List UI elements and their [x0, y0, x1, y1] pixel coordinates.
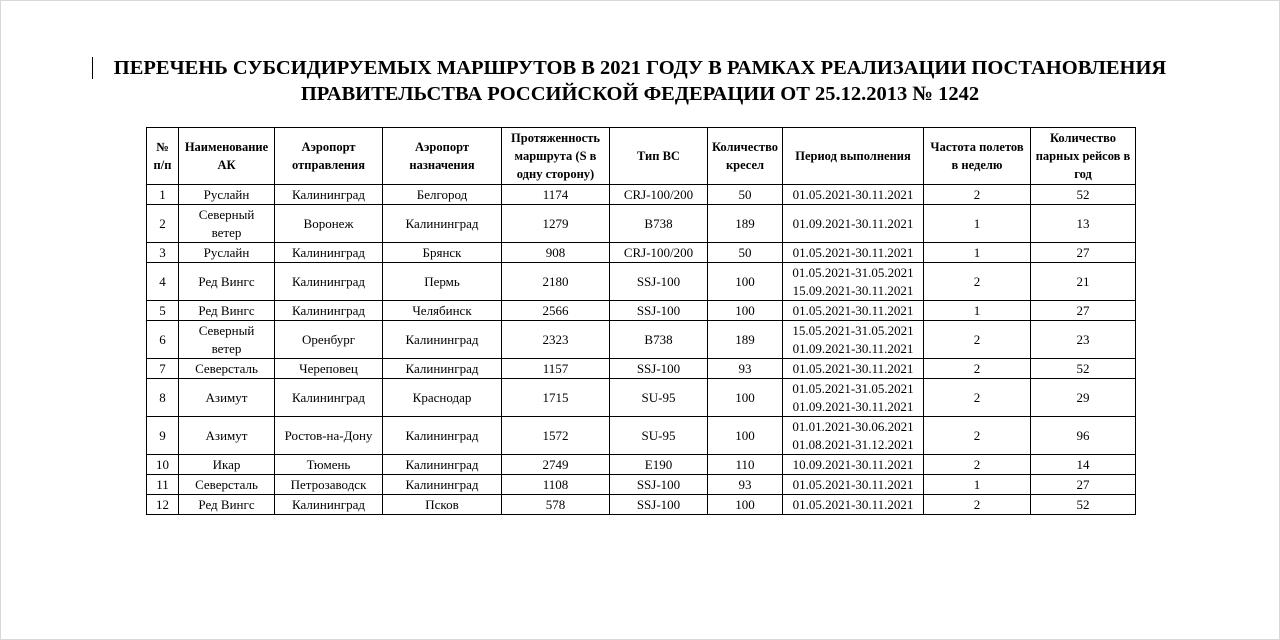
- cell-num: 4: [147, 263, 179, 301]
- cell-seats: 93: [708, 359, 783, 379]
- cell-frequency: 2: [924, 455, 1031, 475]
- header-num-line: №: [156, 140, 169, 154]
- cell-departure: Череповец: [275, 359, 383, 379]
- cell-destination: Брянск: [383, 243, 502, 263]
- cell-aircraft: SSJ-100: [610, 475, 708, 495]
- cell-airline: [179, 205, 275, 243]
- cell-period-line: 01.05.2021-31.05.2021: [792, 264, 914, 280]
- cell-airline: [179, 243, 275, 263]
- cell-airline: [179, 359, 275, 379]
- table-row: [147, 263, 1136, 301]
- cell-num: 7: [147, 359, 179, 379]
- cell-departure: Калининград: [275, 243, 383, 263]
- table-body: [147, 185, 1136, 515]
- cell-aircraft: B738: [610, 205, 708, 243]
- cell-period: [783, 495, 924, 515]
- cell-period: [783, 417, 924, 455]
- cell-frequency: 2: [924, 359, 1031, 379]
- cell-aircraft: SSJ-100: [610, 359, 708, 379]
- cell-departure: Петрозаводск: [275, 475, 383, 495]
- header-seats: [708, 128, 783, 185]
- cell-num: 12: [147, 495, 179, 515]
- header-length-line: маршрута (S в: [514, 149, 597, 163]
- cell-aircraft: B738: [610, 321, 708, 359]
- cell-airline-line: ветер: [211, 224, 242, 240]
- cell-destination: Калининград: [383, 475, 502, 495]
- cell-period-line: 15.05.2021-31.05.2021: [792, 322, 914, 338]
- header-aircraft-line: Тип ВС: [637, 149, 680, 163]
- cell-frequency: 2: [924, 263, 1031, 301]
- cell-frequency: 1: [924, 475, 1031, 495]
- cell-length: 2566: [502, 301, 610, 321]
- header-length-line: одну сторону): [516, 167, 595, 181]
- cell-pairs: 29: [1031, 379, 1136, 417]
- header-destination: [383, 128, 502, 185]
- table-row: [147, 495, 1136, 515]
- cell-period-line: 01.09.2021-30.11.2021: [792, 340, 914, 356]
- cell-period-line: 01.05.2021-30.11.2021: [792, 360, 914, 376]
- cell-seats: 110: [708, 455, 783, 475]
- cell-length: 908: [502, 243, 610, 263]
- cell-seats: 100: [708, 417, 783, 455]
- header-period: [783, 128, 924, 185]
- cell-period-line: 01.05.2021-31.05.2021: [792, 380, 914, 396]
- title-line-1: ПЕРЕЧЕНЬ СУБСИДИРУЕМЫХ МАРШРУТОВ В 2021 ГОДУ В РАМКАХ РЕАЛИЗАЦИИ ПОСТАНОВЛЕНИЯ: [113, 57, 1167, 79]
- cell-pairs: 52: [1031, 359, 1136, 379]
- header-seats-line: Количество: [711, 140, 779, 154]
- cell-frequency: 2: [924, 417, 1031, 455]
- cell-frequency: 2: [924, 379, 1031, 417]
- cell-length: 2323: [502, 321, 610, 359]
- header-period-line: Период выполнения: [795, 149, 911, 163]
- cell-departure: Тюмень: [275, 455, 383, 475]
- cell-destination: Пермь: [383, 263, 502, 301]
- cell-airline-line: Икар: [212, 456, 241, 472]
- table-row: [147, 243, 1136, 263]
- header-pairs-line: Количество: [1049, 131, 1117, 145]
- cell-aircraft: SU-95: [610, 417, 708, 455]
- cell-period-line: 01.09.2021-30.11.2021: [792, 398, 914, 414]
- cell-destination: Калининград: [383, 321, 502, 359]
- cell-frequency: 1: [924, 301, 1031, 321]
- cell-aircraft: CRJ-100/200: [610, 243, 708, 263]
- cell-departure: Воронеж: [275, 205, 383, 243]
- cell-period-line: 01.05.2021-30.11.2021: [792, 186, 914, 202]
- cell-seats: 189: [708, 321, 783, 359]
- header-frequency: [924, 128, 1031, 185]
- cell-period-line: 01.01.2021-30.06.2021: [792, 418, 914, 434]
- cell-airline: [179, 417, 275, 455]
- cell-departure: Калининград: [275, 185, 383, 205]
- table-row: [147, 205, 1136, 243]
- cell-departure: Калининград: [275, 263, 383, 301]
- cell-seats: 50: [708, 243, 783, 263]
- cell-num: 6: [147, 321, 179, 359]
- header-frequency-line: в неделю: [951, 158, 1003, 172]
- cell-frequency: 2: [924, 495, 1031, 515]
- cell-destination: Краснодар: [383, 379, 502, 417]
- cell-destination: Калининград: [383, 417, 502, 455]
- cell-length: 1108: [502, 475, 610, 495]
- cell-period: [783, 205, 924, 243]
- header-frequency-line: Частота полетов: [930, 140, 1024, 154]
- cell-aircraft: CRJ-100/200: [610, 185, 708, 205]
- cell-destination: Калининград: [383, 455, 502, 475]
- cell-airline: [179, 301, 275, 321]
- cell-pairs: 13: [1031, 205, 1136, 243]
- cell-length: 1572: [502, 417, 610, 455]
- cell-period: [783, 321, 924, 359]
- table-row: [147, 379, 1136, 417]
- cell-airline: [179, 379, 275, 417]
- header-pairs-line: парных рейсов в: [1035, 149, 1131, 163]
- cell-seats: 93: [708, 475, 783, 495]
- routes-table: [146, 127, 1136, 515]
- cell-period: [783, 475, 924, 495]
- header-departure-line: отправления: [292, 158, 365, 172]
- header-destination-line: Аэропорт: [414, 140, 469, 154]
- cell-airline-line: Северсталь: [195, 360, 258, 376]
- cell-pairs: 27: [1031, 475, 1136, 495]
- cell-num: 2: [147, 205, 179, 243]
- table-row: [147, 359, 1136, 379]
- cell-seats: 100: [708, 263, 783, 301]
- cell-pairs: 96: [1031, 417, 1136, 455]
- cell-period: [783, 379, 924, 417]
- cell-period: [783, 263, 924, 301]
- cell-seats: 50: [708, 185, 783, 205]
- cell-departure: Калининград: [275, 379, 383, 417]
- table-row: [147, 475, 1136, 495]
- cell-airline-line: Ред Вингс: [198, 302, 255, 318]
- cell-frequency: 1: [924, 243, 1031, 263]
- table-row: [147, 417, 1136, 455]
- cell-period: [783, 359, 924, 379]
- header-length-line: Протяженность: [511, 131, 600, 145]
- header-departure: [275, 128, 383, 185]
- header-seats-line: кресел: [725, 158, 765, 172]
- cell-seats: 100: [708, 301, 783, 321]
- header-airline: [179, 128, 275, 185]
- cell-frequency: 1: [924, 205, 1031, 243]
- cell-seats: 100: [708, 495, 783, 515]
- cell-destination: Белгород: [383, 185, 502, 205]
- cell-airline-line: Азимут: [205, 389, 248, 405]
- table-row: [147, 321, 1136, 359]
- cell-departure: Калининград: [275, 301, 383, 321]
- header-airline-line: Наименование: [184, 140, 269, 154]
- cell-pairs: 23: [1031, 321, 1136, 359]
- cell-period-line: 15.09.2021-30.11.2021: [792, 282, 914, 298]
- cell-destination: Челябинск: [383, 301, 502, 321]
- cell-destination: Псков: [383, 495, 502, 515]
- cell-airline-line: Северный: [198, 322, 255, 338]
- cell-aircraft: SSJ-100: [610, 263, 708, 301]
- cell-airline: [179, 263, 275, 301]
- cell-destination: Калининград: [383, 359, 502, 379]
- cell-airline-line: Руслайн: [203, 244, 250, 260]
- cell-airline-line: Северный: [198, 206, 255, 222]
- document-title: [1, 55, 1279, 107]
- header-airline-line: АК: [217, 158, 236, 172]
- cell-aircraft: SU-95: [610, 379, 708, 417]
- cell-airline: [179, 321, 275, 359]
- cell-num: 5: [147, 301, 179, 321]
- cell-pairs: 21: [1031, 263, 1136, 301]
- header-length: [502, 128, 610, 185]
- cell-period: [783, 455, 924, 475]
- cell-pairs: 14: [1031, 455, 1136, 475]
- header-pairs-line: год: [1074, 167, 1092, 181]
- cell-departure: Оренбург: [275, 321, 383, 359]
- cell-length: 2180: [502, 263, 610, 301]
- cell-airline-line: ветер: [211, 340, 242, 356]
- cell-airline: [179, 455, 275, 475]
- cell-period: [783, 301, 924, 321]
- cell-seats: 100: [708, 379, 783, 417]
- cell-airline: [179, 495, 275, 515]
- cell-num: 1: [147, 185, 179, 205]
- cell-airline-line: Азимут: [205, 427, 248, 443]
- cell-aircraft: SSJ-100: [610, 495, 708, 515]
- cell-length: 1174: [502, 185, 610, 205]
- cell-period-line: 01.05.2021-30.11.2021: [792, 476, 914, 492]
- cell-seats: 189: [708, 205, 783, 243]
- cell-pairs: 52: [1031, 185, 1136, 205]
- cell-airline: [179, 475, 275, 495]
- header-num: [147, 128, 179, 185]
- header-aircraft: [610, 128, 708, 185]
- table-row: [147, 185, 1136, 205]
- cell-num: 9: [147, 417, 179, 455]
- cell-num: 3: [147, 243, 179, 263]
- cell-period-line: 01.05.2021-30.11.2021: [792, 302, 914, 318]
- cell-pairs: 27: [1031, 301, 1136, 321]
- cell-departure: Ростов-на-Дону: [275, 417, 383, 455]
- cell-aircraft: SSJ-100: [610, 301, 708, 321]
- cell-num: 10: [147, 455, 179, 475]
- cell-pairs: 52: [1031, 495, 1136, 515]
- cell-pairs: 27: [1031, 243, 1136, 263]
- cell-period: [783, 243, 924, 263]
- cell-length: 578: [502, 495, 610, 515]
- cell-period-line: 01.05.2021-30.11.2021: [792, 244, 914, 260]
- header-num-line: п/п: [153, 158, 172, 172]
- cell-period: [783, 185, 924, 205]
- table-row: [147, 455, 1136, 475]
- cell-length: 2749: [502, 455, 610, 475]
- cell-length: 1279: [502, 205, 610, 243]
- cell-num: 11: [147, 475, 179, 495]
- title-line-2: ПРАВИТЕЛЬСТВА РОССИЙСКОЙ ФЕДЕРАЦИИ ОТ 25.12.2013 № 1242: [300, 83, 980, 105]
- cell-period-line: 10.09.2021-30.11.2021: [792, 456, 914, 472]
- header-destination-line: назначения: [409, 158, 475, 172]
- cell-airline-line: Ред Вингс: [198, 273, 255, 289]
- table-header-row: [147, 128, 1136, 185]
- cell-airline: [179, 185, 275, 205]
- header-departure-line: Аэропорт: [301, 140, 356, 154]
- cell-num: 8: [147, 379, 179, 417]
- cell-destination: Калининград: [383, 205, 502, 243]
- header-pairs: [1031, 128, 1136, 185]
- cell-frequency: 2: [924, 185, 1031, 205]
- cell-aircraft: E190: [610, 455, 708, 475]
- cell-departure: Калининград: [275, 495, 383, 515]
- cell-airline-line: Ред Вингс: [198, 496, 255, 512]
- cell-length: 1715: [502, 379, 610, 417]
- table-row: [147, 301, 1136, 321]
- cell-length: 1157: [502, 359, 610, 379]
- cell-airline-line: Северсталь: [195, 476, 258, 492]
- cell-period-line: 01.08.2021-31.12.2021: [792, 436, 914, 452]
- cell-airline-line: Руслайн: [203, 186, 250, 202]
- cell-frequency: 2: [924, 321, 1031, 359]
- cell-period-line: 01.05.2021-30.11.2021: [792, 496, 914, 512]
- cell-period-line: 01.09.2021-30.11.2021: [792, 215, 914, 231]
